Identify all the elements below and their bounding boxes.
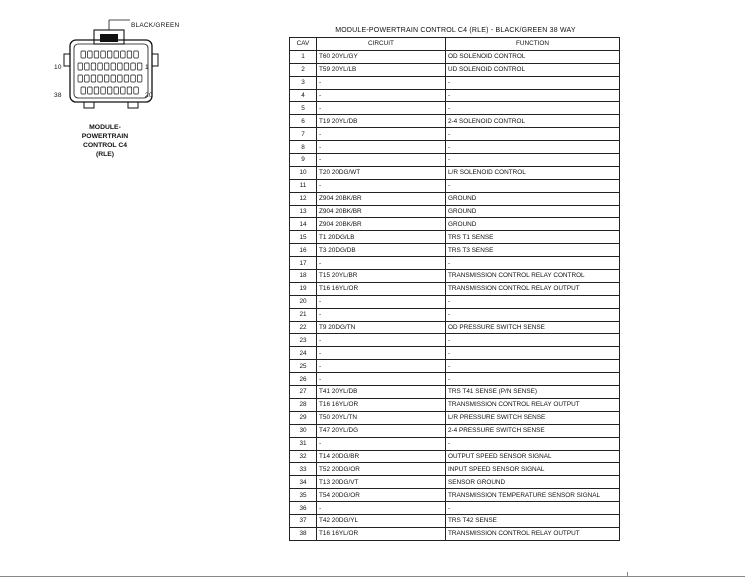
- pin-cavity: [78, 63, 83, 70]
- table-row: [290, 347, 620, 360]
- table-header-row: [290, 38, 620, 51]
- cav-cell: 1: [290, 50, 317, 63]
- circuit-cell: -: [317, 128, 446, 141]
- function-cell: -: [446, 502, 620, 515]
- circuit-cell: T16 16YL/OR: [317, 527, 446, 540]
- table-row: [290, 282, 620, 295]
- function-cell: -: [446, 102, 620, 115]
- pin-label-10: 10: [54, 64, 62, 71]
- page-bottom-tick: [627, 572, 628, 577]
- pin-cavity: [124, 63, 129, 70]
- cav-cell: 38: [290, 527, 317, 540]
- function-cell: -: [446, 334, 620, 347]
- cav-cell: 11: [290, 179, 317, 192]
- function-cell: -: [446, 308, 620, 321]
- function-cell: -: [446, 128, 620, 141]
- cav-cell: 21: [290, 308, 317, 321]
- cav-cell: 3: [290, 76, 317, 89]
- cav-cell: 27: [290, 386, 317, 399]
- table-row: [290, 373, 620, 386]
- table-row: [290, 63, 620, 76]
- table-row: [290, 437, 620, 450]
- table-row: [290, 424, 620, 437]
- function-cell: L/R SOLENOID CONTROL: [446, 166, 620, 179]
- circuit-cell: -: [317, 154, 446, 167]
- header-cav: CAV: [290, 38, 317, 51]
- cav-cell: 26: [290, 373, 317, 386]
- table-row: [290, 450, 620, 463]
- table-row: [290, 411, 620, 424]
- circuit-cell: T19 20YL/DB: [317, 115, 446, 128]
- pin-cavity: [101, 51, 106, 58]
- function-cell: -: [446, 360, 620, 373]
- cav-cell: 35: [290, 489, 317, 502]
- circuit-cell: T9 20DG/TN: [317, 321, 446, 334]
- cav-cell: 2: [290, 63, 317, 76]
- pin-cavity: [127, 51, 132, 58]
- function-cell: GROUND: [446, 205, 620, 218]
- table-row: [290, 154, 620, 167]
- table-row: [290, 502, 620, 515]
- connector-name-line: POWERTRAIN: [81, 133, 129, 140]
- cav-cell: 13: [290, 205, 317, 218]
- table-row: [290, 89, 620, 102]
- cav-cell: 33: [290, 463, 317, 476]
- function-cell: L/R PRESSURE SWITCH SENSE: [446, 411, 620, 424]
- pin-cavity: [114, 51, 119, 58]
- function-cell: -: [446, 154, 620, 167]
- function-cell: -: [446, 141, 620, 154]
- circuit-cell: T14 20DG/BR: [317, 450, 446, 463]
- circuit-cell: T52 20DG/OR: [317, 463, 446, 476]
- header-circuit: CIRCUIT: [317, 38, 446, 51]
- circuit-cell: T3 20DG/DB: [317, 244, 446, 257]
- function-cell: GROUND: [446, 192, 620, 205]
- cav-cell: 15: [290, 231, 317, 244]
- cav-cell: 4: [290, 89, 317, 102]
- circuit-cell: -: [317, 373, 446, 386]
- circuit-cell: -: [317, 502, 446, 515]
- function-cell: -: [446, 89, 620, 102]
- pin-cavity: [118, 63, 123, 70]
- function-cell: -: [446, 373, 620, 386]
- pin-cavity: [137, 63, 142, 70]
- connector-diagram: [50, 18, 170, 128]
- connector-name: [78, 123, 132, 159]
- table-row: [290, 244, 620, 257]
- circuit-cell: T50 20YL/TN: [317, 411, 446, 424]
- circuit-cell: -: [317, 141, 446, 154]
- table-row: [290, 489, 620, 502]
- circuit-cell: T60 20YL/GY: [317, 50, 446, 63]
- function-cell: -: [446, 257, 620, 270]
- circuit-cell: T47 20YL/DG: [317, 424, 446, 437]
- circuit-cell: -: [317, 89, 446, 102]
- pin-cavity: [98, 75, 103, 82]
- pin-label-38: 38: [54, 92, 62, 99]
- table-row: [290, 179, 620, 192]
- function-cell: OD PRESSURE SWITCH SENSE: [446, 321, 620, 334]
- cav-cell: 34: [290, 476, 317, 489]
- connector-name-line: CONTROL C4: [82, 142, 128, 149]
- cav-cell: 24: [290, 347, 317, 360]
- pin-cavity: [134, 51, 139, 58]
- function-cell: TRS T42 SENSE: [446, 514, 620, 527]
- cav-cell: 25: [290, 360, 317, 373]
- pinout-table: [289, 37, 620, 541]
- cav-cell: 17: [290, 257, 317, 270]
- table-row: [290, 308, 620, 321]
- circuit-cell: T42 20DG/YL: [317, 514, 446, 527]
- pin-cavity: [98, 63, 103, 70]
- pin-cavity: [88, 87, 93, 94]
- circuit-cell: T41 20YL/DB: [317, 386, 446, 399]
- pin-cavity: [81, 51, 86, 58]
- pin-cavity: [124, 75, 129, 82]
- cav-cell: 37: [290, 514, 317, 527]
- function-cell: -: [446, 347, 620, 360]
- circuit-cell: T54 20DG/OR: [317, 489, 446, 502]
- table-row: [290, 321, 620, 334]
- cav-cell: 5: [290, 102, 317, 115]
- circuit-cell: T16 16YL/OR: [317, 282, 446, 295]
- cav-cell: 12: [290, 192, 317, 205]
- function-cell: TRS T1 SENSE: [446, 231, 620, 244]
- header-function: FUNCTION: [446, 38, 620, 51]
- function-cell: -: [446, 295, 620, 308]
- pin-cavity: [91, 63, 96, 70]
- circuit-cell: -: [317, 257, 446, 270]
- cav-cell: 18: [290, 270, 317, 283]
- pin-cavity: [121, 87, 126, 94]
- wire-color-label: BLACK/GREEN: [131, 22, 180, 29]
- cav-cell: 30: [290, 424, 317, 437]
- pin-cavity: [88, 51, 93, 58]
- function-cell: UD SOLENOID CONTROL: [446, 63, 620, 76]
- table-row: [290, 334, 620, 347]
- cav-cell: 36: [290, 502, 317, 515]
- cav-cell: 10: [290, 166, 317, 179]
- cav-cell: 28: [290, 398, 317, 411]
- function-cell: -: [446, 179, 620, 192]
- cav-cell: 9: [290, 154, 317, 167]
- function-cell: TRANSMISSION TEMPERATURE SENSOR SIGNAL: [446, 489, 620, 502]
- circuit-cell: Z904 20BK/BR: [317, 192, 446, 205]
- circuit-cell: -: [317, 179, 446, 192]
- table-row: [290, 205, 620, 218]
- circuit-cell: -: [317, 437, 446, 450]
- pin-cavity: [127, 87, 132, 94]
- pin-cavity: [118, 75, 123, 82]
- circuit-cell: T16 16YL/OR: [317, 398, 446, 411]
- circuit-cell: -: [317, 102, 446, 115]
- function-cell: INPUT SPEED SENSOR SIGNAL: [446, 463, 620, 476]
- circuit-cell: -: [317, 334, 446, 347]
- table-row: [290, 476, 620, 489]
- pin-cavity: [131, 75, 136, 82]
- cav-cell: 6: [290, 115, 317, 128]
- table-row: [290, 102, 620, 115]
- pin-cavity: [107, 87, 112, 94]
- function-cell: GROUND: [446, 218, 620, 231]
- function-cell: TRANSMISSION CONTROL RELAY CONTROL: [446, 270, 620, 283]
- pin-label-20: 20: [145, 92, 153, 99]
- pin-cavity: [137, 75, 142, 82]
- pin-cavity: [101, 87, 106, 94]
- function-cell: OUTPUT SPEED SENSOR SIGNAL: [446, 450, 620, 463]
- circuit-cell: T20 20DG/WT: [317, 166, 446, 179]
- pin-cavity: [85, 75, 90, 82]
- table-row: [290, 76, 620, 89]
- cav-cell: 20: [290, 295, 317, 308]
- cav-cell: 31: [290, 437, 317, 450]
- table-row: [290, 50, 620, 63]
- table-row: [290, 128, 620, 141]
- function-cell: TRANSMISSION CONTROL RELAY OUTPUT: [446, 282, 620, 295]
- function-cell: 2-4 SOLENOID CONTROL: [446, 115, 620, 128]
- function-cell: TRS T41 SENSE (P/N SENSE): [446, 386, 620, 399]
- function-cell: TRANSMISSION CONTROL RELAY OUTPUT: [446, 527, 620, 540]
- table-row: [290, 257, 620, 270]
- table-row: [290, 218, 620, 231]
- function-cell: -: [446, 437, 620, 450]
- pin-cavity: [131, 63, 136, 70]
- table-row: [290, 463, 620, 476]
- circuit-cell: Z904 20BK/BR: [317, 205, 446, 218]
- pin-cavity: [91, 75, 96, 82]
- circuit-cell: T15 20YL/BR: [317, 270, 446, 283]
- cav-cell: 8: [290, 141, 317, 154]
- table-row: [290, 527, 620, 540]
- cav-cell: 19: [290, 282, 317, 295]
- pin-cavity: [81, 87, 86, 94]
- table-row: [290, 386, 620, 399]
- table-title: MODULE-POWERTRAIN CONTROL C4 (RLE) - BLACK/GREEN 38 WAY: [335, 27, 576, 34]
- circuit-cell: -: [317, 295, 446, 308]
- pin-label-1: 1: [145, 64, 149, 71]
- circuit-cell: Z904 20BK/BR: [317, 218, 446, 231]
- pin-cavity: [94, 87, 99, 94]
- circuit-cell: -: [317, 347, 446, 360]
- table-row: [290, 231, 620, 244]
- table-row: [290, 514, 620, 527]
- table-row: [290, 360, 620, 373]
- circuit-cell: -: [317, 76, 446, 89]
- table-row: [290, 115, 620, 128]
- function-cell: TRS T3 SENSE: [446, 244, 620, 257]
- pin-cavity: [121, 51, 126, 58]
- cav-cell: 7: [290, 128, 317, 141]
- pin-cavity: [114, 87, 119, 94]
- circuit-cell: T13 20DG/VT: [317, 476, 446, 489]
- circuit-cell: -: [317, 308, 446, 321]
- pin-cavity: [104, 75, 109, 82]
- table-row: [290, 295, 620, 308]
- circuit-cell: T59 20YL/LB: [317, 63, 446, 76]
- table-row: [290, 398, 620, 411]
- function-cell: 2-4 PRESSURE SWITCH SENSE: [446, 424, 620, 437]
- cav-cell: 29: [290, 411, 317, 424]
- page-bottom-rule: [0, 576, 745, 577]
- cav-cell: 32: [290, 450, 317, 463]
- table-row: [290, 270, 620, 283]
- circuit-cell: -: [317, 360, 446, 373]
- function-cell: OD SOLENOID CONTROL: [446, 50, 620, 63]
- function-cell: TRANSMISSION CONTROL RELAY OUTPUT: [446, 398, 620, 411]
- table-row: [290, 141, 620, 154]
- pin-cavity: [111, 75, 116, 82]
- pin-cavity: [111, 63, 116, 70]
- cav-cell: 14: [290, 218, 317, 231]
- table-row: [290, 192, 620, 205]
- pin-cavity: [104, 63, 109, 70]
- pin-cavity: [78, 75, 83, 82]
- pin-cavity: [85, 63, 90, 70]
- cav-cell: 23: [290, 334, 317, 347]
- pin-cavity: [94, 51, 99, 58]
- function-cell: SENSOR GROUND: [446, 476, 620, 489]
- cav-cell: 22: [290, 321, 317, 334]
- cav-cell: 16: [290, 244, 317, 257]
- pin-cavity: [107, 51, 112, 58]
- connector-name-line: MODULE-: [89, 124, 121, 131]
- connector-name-line: (RLE): [95, 151, 115, 158]
- function-cell: -: [446, 76, 620, 89]
- circuit-cell: T1 20DG/LB: [317, 231, 446, 244]
- table-row: [290, 166, 620, 179]
- pin-cavity: [134, 87, 139, 94]
